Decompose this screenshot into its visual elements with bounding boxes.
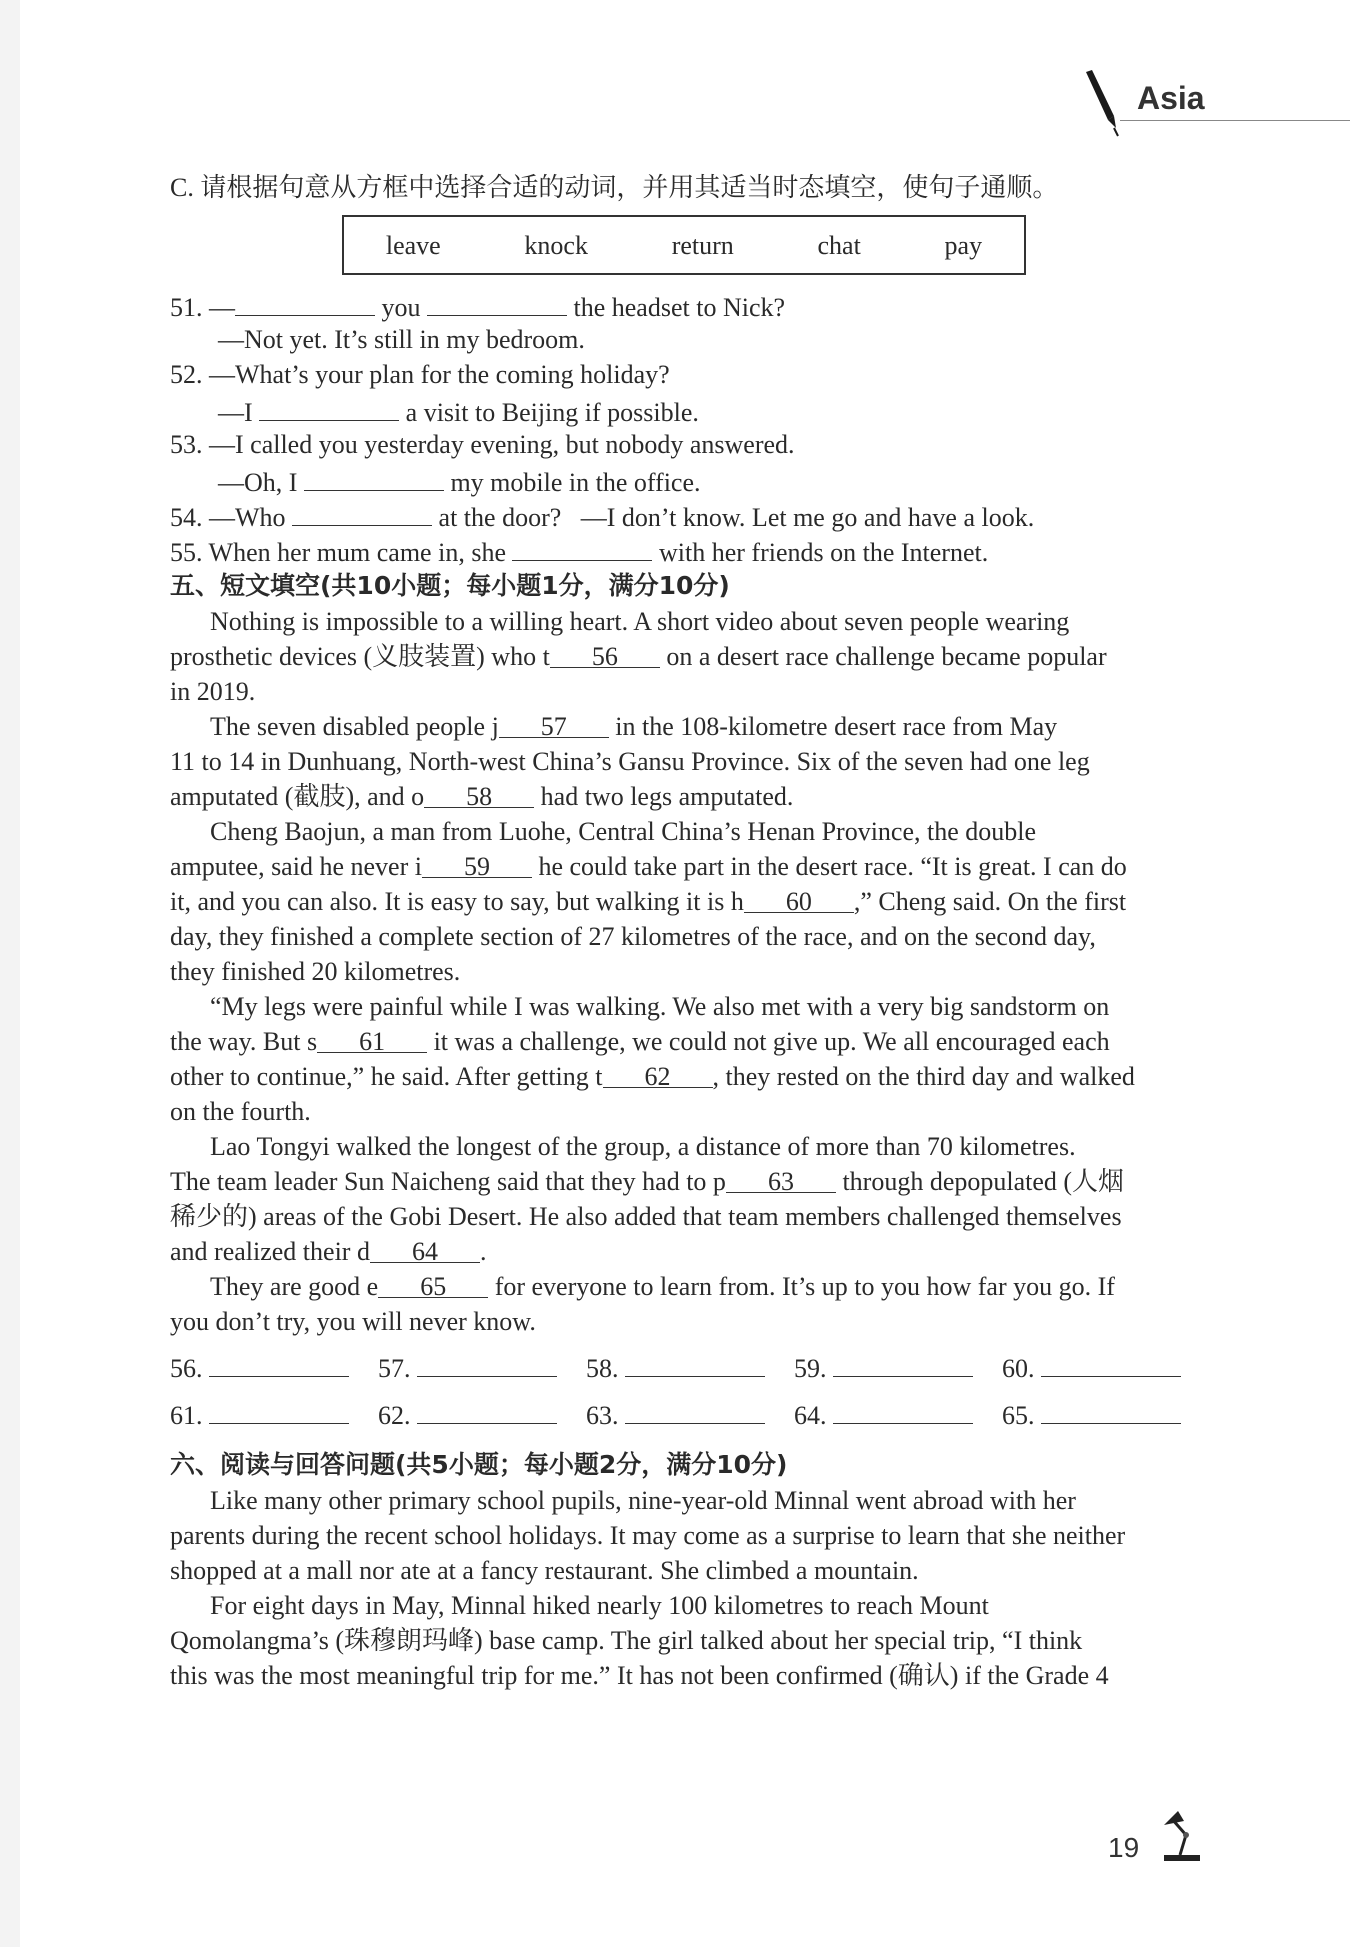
answer-cell: 58. <box>586 1350 794 1386</box>
answer-cell: 65. <box>1002 1397 1210 1433</box>
numbered-blank[interactable]: 57 <box>499 709 609 738</box>
passage-line: shopped at a mall nor ate at a fancy restaurant. She climbed a mountain. <box>170 1556 919 1585</box>
question-52-reply: —I a visit to Beijing if possible. <box>170 392 1210 427</box>
answer-blank[interactable] <box>1041 1350 1181 1377</box>
numbered-blank[interactable]: 65 <box>378 1269 488 1298</box>
passage-line: Lao Tongyi walked the longest of the group, a distance of more than 70 kilometres. <box>210 1132 1076 1161</box>
passage-line: Nothing is impossible to a willing heart. A short video about seven people wearing <box>210 607 1070 636</box>
passage-line: 稀少的) areas of the Gobi Desert. He also added that team members challenged themselves <box>170 1202 1122 1231</box>
page-number: 19 <box>1108 1832 1140 1863</box>
passage-line: They are good e 65 for everyone to learn from. It’s up to you how far you go. If <box>170 1269 1210 1304</box>
numbered-blank[interactable]: 61 <box>317 1024 427 1053</box>
answer-blank[interactable] <box>259 392 399 421</box>
section-5-title: 五、短文填空(共10小题；每小题1分，满分10分) <box>170 571 730 600</box>
main-content <box>170 170 1210 1693</box>
passage-line: the way. But s 61 it was a challenge, we could not give up. We all encouraged each <box>170 1024 1210 1059</box>
question-51-reply: —Not yet. It’s still in my bedroom. <box>218 325 585 354</box>
numbered-blank[interactable]: 64 <box>370 1234 480 1263</box>
numbered-blank[interactable]: 58 <box>424 779 534 808</box>
section-6-passage <box>170 1483 1210 1693</box>
question-55: 55. When her mum came in, she with her friends on the Internet. <box>170 532 1210 567</box>
answer-row <box>170 1386 1210 1433</box>
word-box-item: knock <box>524 230 588 260</box>
passage-line: on the fourth. <box>170 1097 311 1126</box>
answer-cell: 57. <box>378 1350 586 1386</box>
passage-line: they finished 20 kilometres. <box>170 957 461 986</box>
numbered-blank[interactable]: 63 <box>726 1164 836 1193</box>
answer-blank[interactable] <box>625 1397 765 1424</box>
answer-blank[interactable] <box>512 532 652 561</box>
answer-cell: 63. <box>586 1397 794 1433</box>
passage-line: Qomolangma’s (珠穆朗玛峰) base camp. The girl talked about her special trip, “I think <box>170 1626 1083 1655</box>
question-54: 54. —Who at the door? —I don’t know. Let me go and have a look. <box>170 497 1210 532</box>
header-rule <box>1120 120 1350 121</box>
passage-line: The seven disabled people j 57 in the 108-kilometre desert race from May <box>170 709 1210 744</box>
passage-line: amputee, said he never i 59 he could take part in the desert race. “It is great. I can do <box>170 849 1210 884</box>
word-box <box>342 215 1026 275</box>
passage-line: Cheng Baojun, a man from Luohe, Central China’s Henan Province, the double <box>210 817 1037 846</box>
question-53: 53. —I called you yesterday evening, but nobody answered. <box>170 430 795 459</box>
question-51: 51. — you the headset to Nick? <box>170 287 1210 322</box>
answer-cell: 56. <box>170 1350 378 1386</box>
passage-line: prosthetic devices (义肢装置) who t 56 on a desert race challenge became popular <box>170 639 1210 674</box>
word-box-item: pay <box>944 230 983 260</box>
numbered-blank[interactable]: 56 <box>550 639 660 668</box>
answer-cell: 59. <box>794 1350 1002 1386</box>
numbered-blank[interactable]: 60 <box>744 884 854 913</box>
section-5-passage <box>170 604 1210 1339</box>
passage-line: you don’t try, you will never know. <box>170 1307 536 1336</box>
answer-blank[interactable] <box>417 1350 557 1377</box>
passage-line: 11 to 14 in Dunhuang, North-west China’s Gansu Province. Six of the seven had one leg <box>170 747 1090 776</box>
numbered-blank[interactable]: 62 <box>603 1059 713 1088</box>
word-box-item: leave <box>385 230 441 260</box>
header-title: Asia <box>1137 80 1205 116</box>
workbook-page <box>20 0 1350 1947</box>
answer-blank[interactable] <box>235 287 375 316</box>
answer-cell: 64. <box>794 1397 1002 1433</box>
question-52: 52. —What’s your plan for the coming holiday? <box>170 360 670 389</box>
answer-cell: 62. <box>378 1397 586 1433</box>
answer-blank[interactable] <box>427 287 567 316</box>
answer-cell: 61. <box>170 1397 378 1433</box>
passage-line: parents during the recent school holidays. It may come as a surprise to learn that she neither <box>170 1521 1126 1550</box>
passage-line: it, and you can also. It is easy to say, but walking it is h 60 ,” Cheng said. On the first <box>170 884 1210 919</box>
part-c-instruction: C. 请根据句意从方框中选择合适的动词，并用其适当时态填空，使句子通顺。 <box>170 173 1059 202</box>
answer-blank[interactable] <box>625 1350 765 1377</box>
passage-line: day, they finished a complete section of 27 kilometres of the race, and on the second day, <box>170 922 1096 951</box>
answer-blank[interactable] <box>417 1397 557 1424</box>
answer-cell: 60. <box>1002 1350 1210 1386</box>
answer-blank[interactable] <box>833 1397 973 1424</box>
passage-line: “My legs were painful while I was walking. We also met with a very big sandstorm on <box>210 992 1110 1021</box>
desk-lamp-icon <box>1150 1805 1210 1865</box>
answer-blank[interactable] <box>292 497 432 526</box>
numbered-blank[interactable]: 59 <box>422 849 532 878</box>
question-53-reply: —Oh, I my mobile in the office. <box>170 462 1210 497</box>
passage-line: and realized their d 64 . <box>170 1234 1210 1269</box>
passage-line: in 2019. <box>170 677 256 706</box>
pen-icon <box>1078 68 1128 138</box>
answer-blank[interactable] <box>833 1350 973 1377</box>
section-6-title: 六、阅读与回答问题(共5小题；每小题2分，满分10分) <box>170 1450 788 1479</box>
passage-line: this was the most meaningful trip for me.” It has not been confirmed (确认) if the Grade 4 <box>170 1661 1109 1690</box>
answer-row <box>170 1339 1210 1386</box>
passage-line: For eight days in May, Minnal hiked nearly 100 kilometres to reach Mount <box>210 1591 989 1620</box>
word-box-item: chat <box>817 230 861 260</box>
answer-blank[interactable] <box>209 1397 349 1424</box>
answer-blank[interactable] <box>304 462 444 491</box>
answer-blank[interactable] <box>1041 1397 1181 1424</box>
passage-line: amputated (截肢), and o 58 had two legs amputated. <box>170 779 1210 814</box>
answer-blank[interactable] <box>209 1350 349 1377</box>
word-box-item: return <box>671 230 734 260</box>
passage-line: other to continue,” he said. After getting t 62 , they rested on the third day and walked <box>170 1059 1210 1094</box>
passage-line: The team leader Sun Naicheng said that they had to p 63 through depopulated (人烟 <box>170 1164 1210 1199</box>
passage-line: Like many other primary school pupils, nine-year-old Minnal went abroad with her <box>210 1486 1076 1515</box>
